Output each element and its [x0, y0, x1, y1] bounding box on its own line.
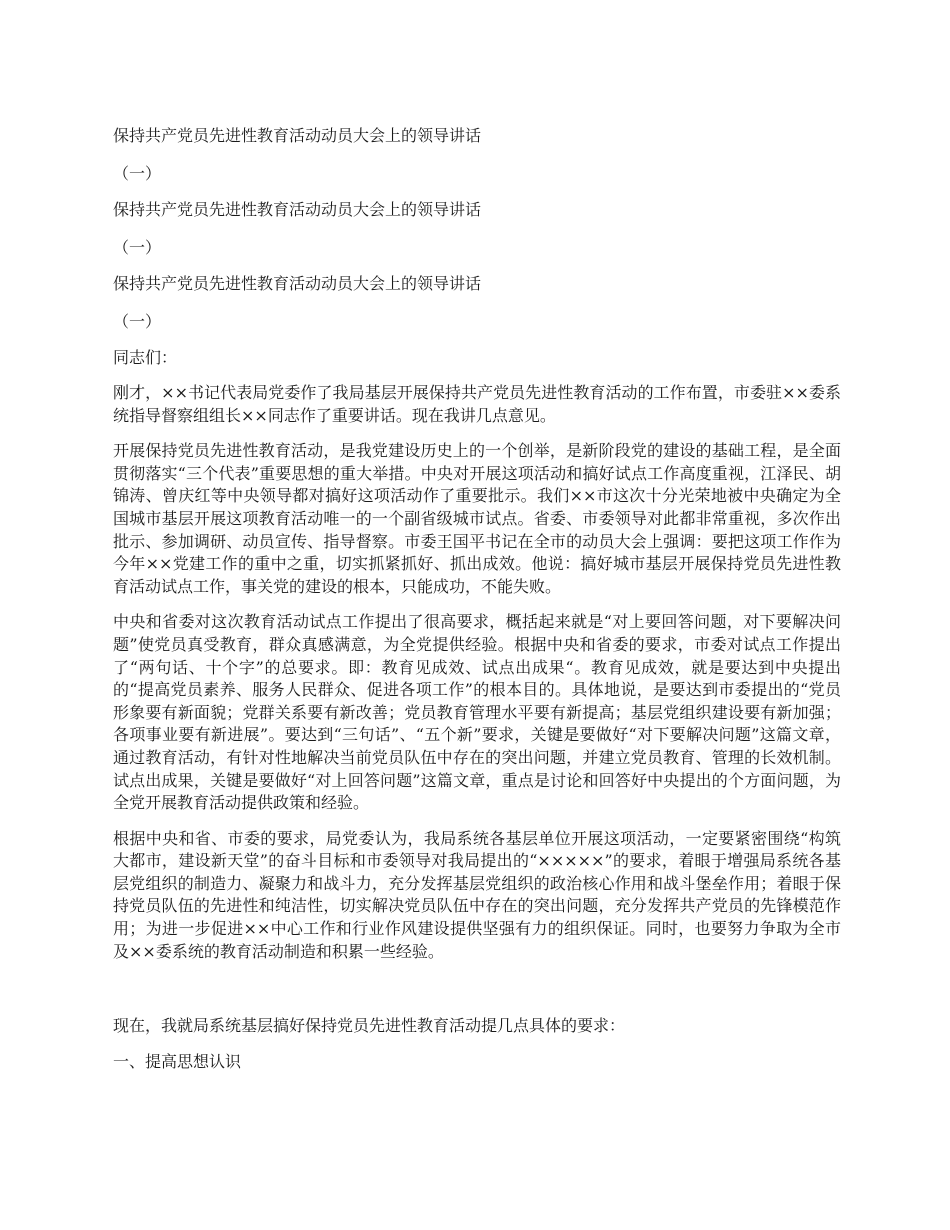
document-title: 保持共产党员先进性教育活动动员大会上的领导讲话 [113, 200, 482, 219]
body-paragraph: 中央和省委对这次教育活动试点工作提出了很高要求，概括起来就是“对上要回答问题，对下要解决问题”使党员真受教育，群众真感满意，为全党提供经验。根据中央和省委的要求，市委对试点工作提出了“两句话、十个字”的总要求。即：教育见成效、试点出成果“。教育见成效，就是要达到中央提出的“提高党员素养、服务人民群众、促进各项工作”的根本目的。具体地说，是要达到市委提出的“党员形象要有新面貌；党群关系要有新改善；党员教育管理水平要有新提高；基层党组织建设要有新加强；各项事业要有新进展”。要达到“三句话”、“五个新”要求，关键是要做好“对下要解决问题”这篇文章，通过教育活动，有针对性地解决当前党员队伍中存在的突出问题，并建立党员教育、管理的长效机制。试点出成果，关键是要做好“对上回答问题”这篇文章，重点是讨论和回答好中央提出的个方面问题，为全党开展教育活动提供政策和经验。 [113, 612, 841, 813]
document-subtitle: （一） [113, 312, 162, 331]
blank-space [113, 976, 841, 1014]
document-title: 保持共产党员先进性教育活动动员大会上的领导讲话 [113, 274, 482, 293]
greeting: 同志们： [113, 348, 178, 367]
document-subtitle: （一） [113, 164, 162, 183]
body-paragraph: 刚才，××书记代表局党委作了我局基层开展保持共产党员先进性教育活动的工作布置，市委驻××委系统指导督察组组长××同志作了重要讲话。现在我讲几点意见。 [113, 383, 841, 425]
closing-line: 现在，我就局系统基层搞好保持党员先进性教育活动提几点具体的要求： [113, 1016, 626, 1036]
document-title: 保持共产党员先进性教育活动动员大会上的领导讲话 [113, 126, 482, 145]
document-page [113, 124, 841, 1074]
section-heading: 一、提高思想认识 [113, 1052, 242, 1072]
body-paragraph: 开展保持党员先进性教育活动，是我党建设历史上的一个创举，是新阶段党的建设的基础工程，是全面贯彻落实“三个代表”重要思想的重大举措。中央对开展这项活动和搞好试点工作高度重视，江泽民、胡锦涛、曾庆红等中央领导都对搞好这项活动作了重要批示。我们××市这次十分光荣地被中央确定为全国城市基层开展这项教育活动唯一的一个副省级城市试点。省委、市委领导对此都非常重视，多次作出批示、参加调研、动员宣传、指导督察。市委王国平书记在全市的动员大会上强调：要把这项工作作为今年××党建工作的重中之重，切实抓紧抓好、抓出成效。他说：搞好城市基层开展保持党员先进性教育活动试点工作，事关党的建设的根本，只能成功，不能失败。 [113, 441, 841, 596]
document-subtitle: （一） [113, 238, 162, 257]
body-paragraph: 根据中央和省、市委的要求，局党委认为，我局系统各基层单位开展这项活动，一定要紧密围绕“构筑大都市，建设新天堂”的奋斗目标和市委领导对我局提出的“×××××”的要求，着眼于增强局系统各基层党组织的制造力、凝聚力和战斗力，充分发挥基层党组织的政治核心作用和战斗堡垒作用；着眼于保持党员队伍的先进性和纯洁性，切实解决党员队伍中存在的突出问题，充分发挥共产党员的先锋模范作用；为进一步促进××中心工作和行业作风建设提供坚强有力的组织保证。同时，也要努力争取为全市及××委系统的教育活动制造和积累一些经验。 [113, 828, 841, 961]
